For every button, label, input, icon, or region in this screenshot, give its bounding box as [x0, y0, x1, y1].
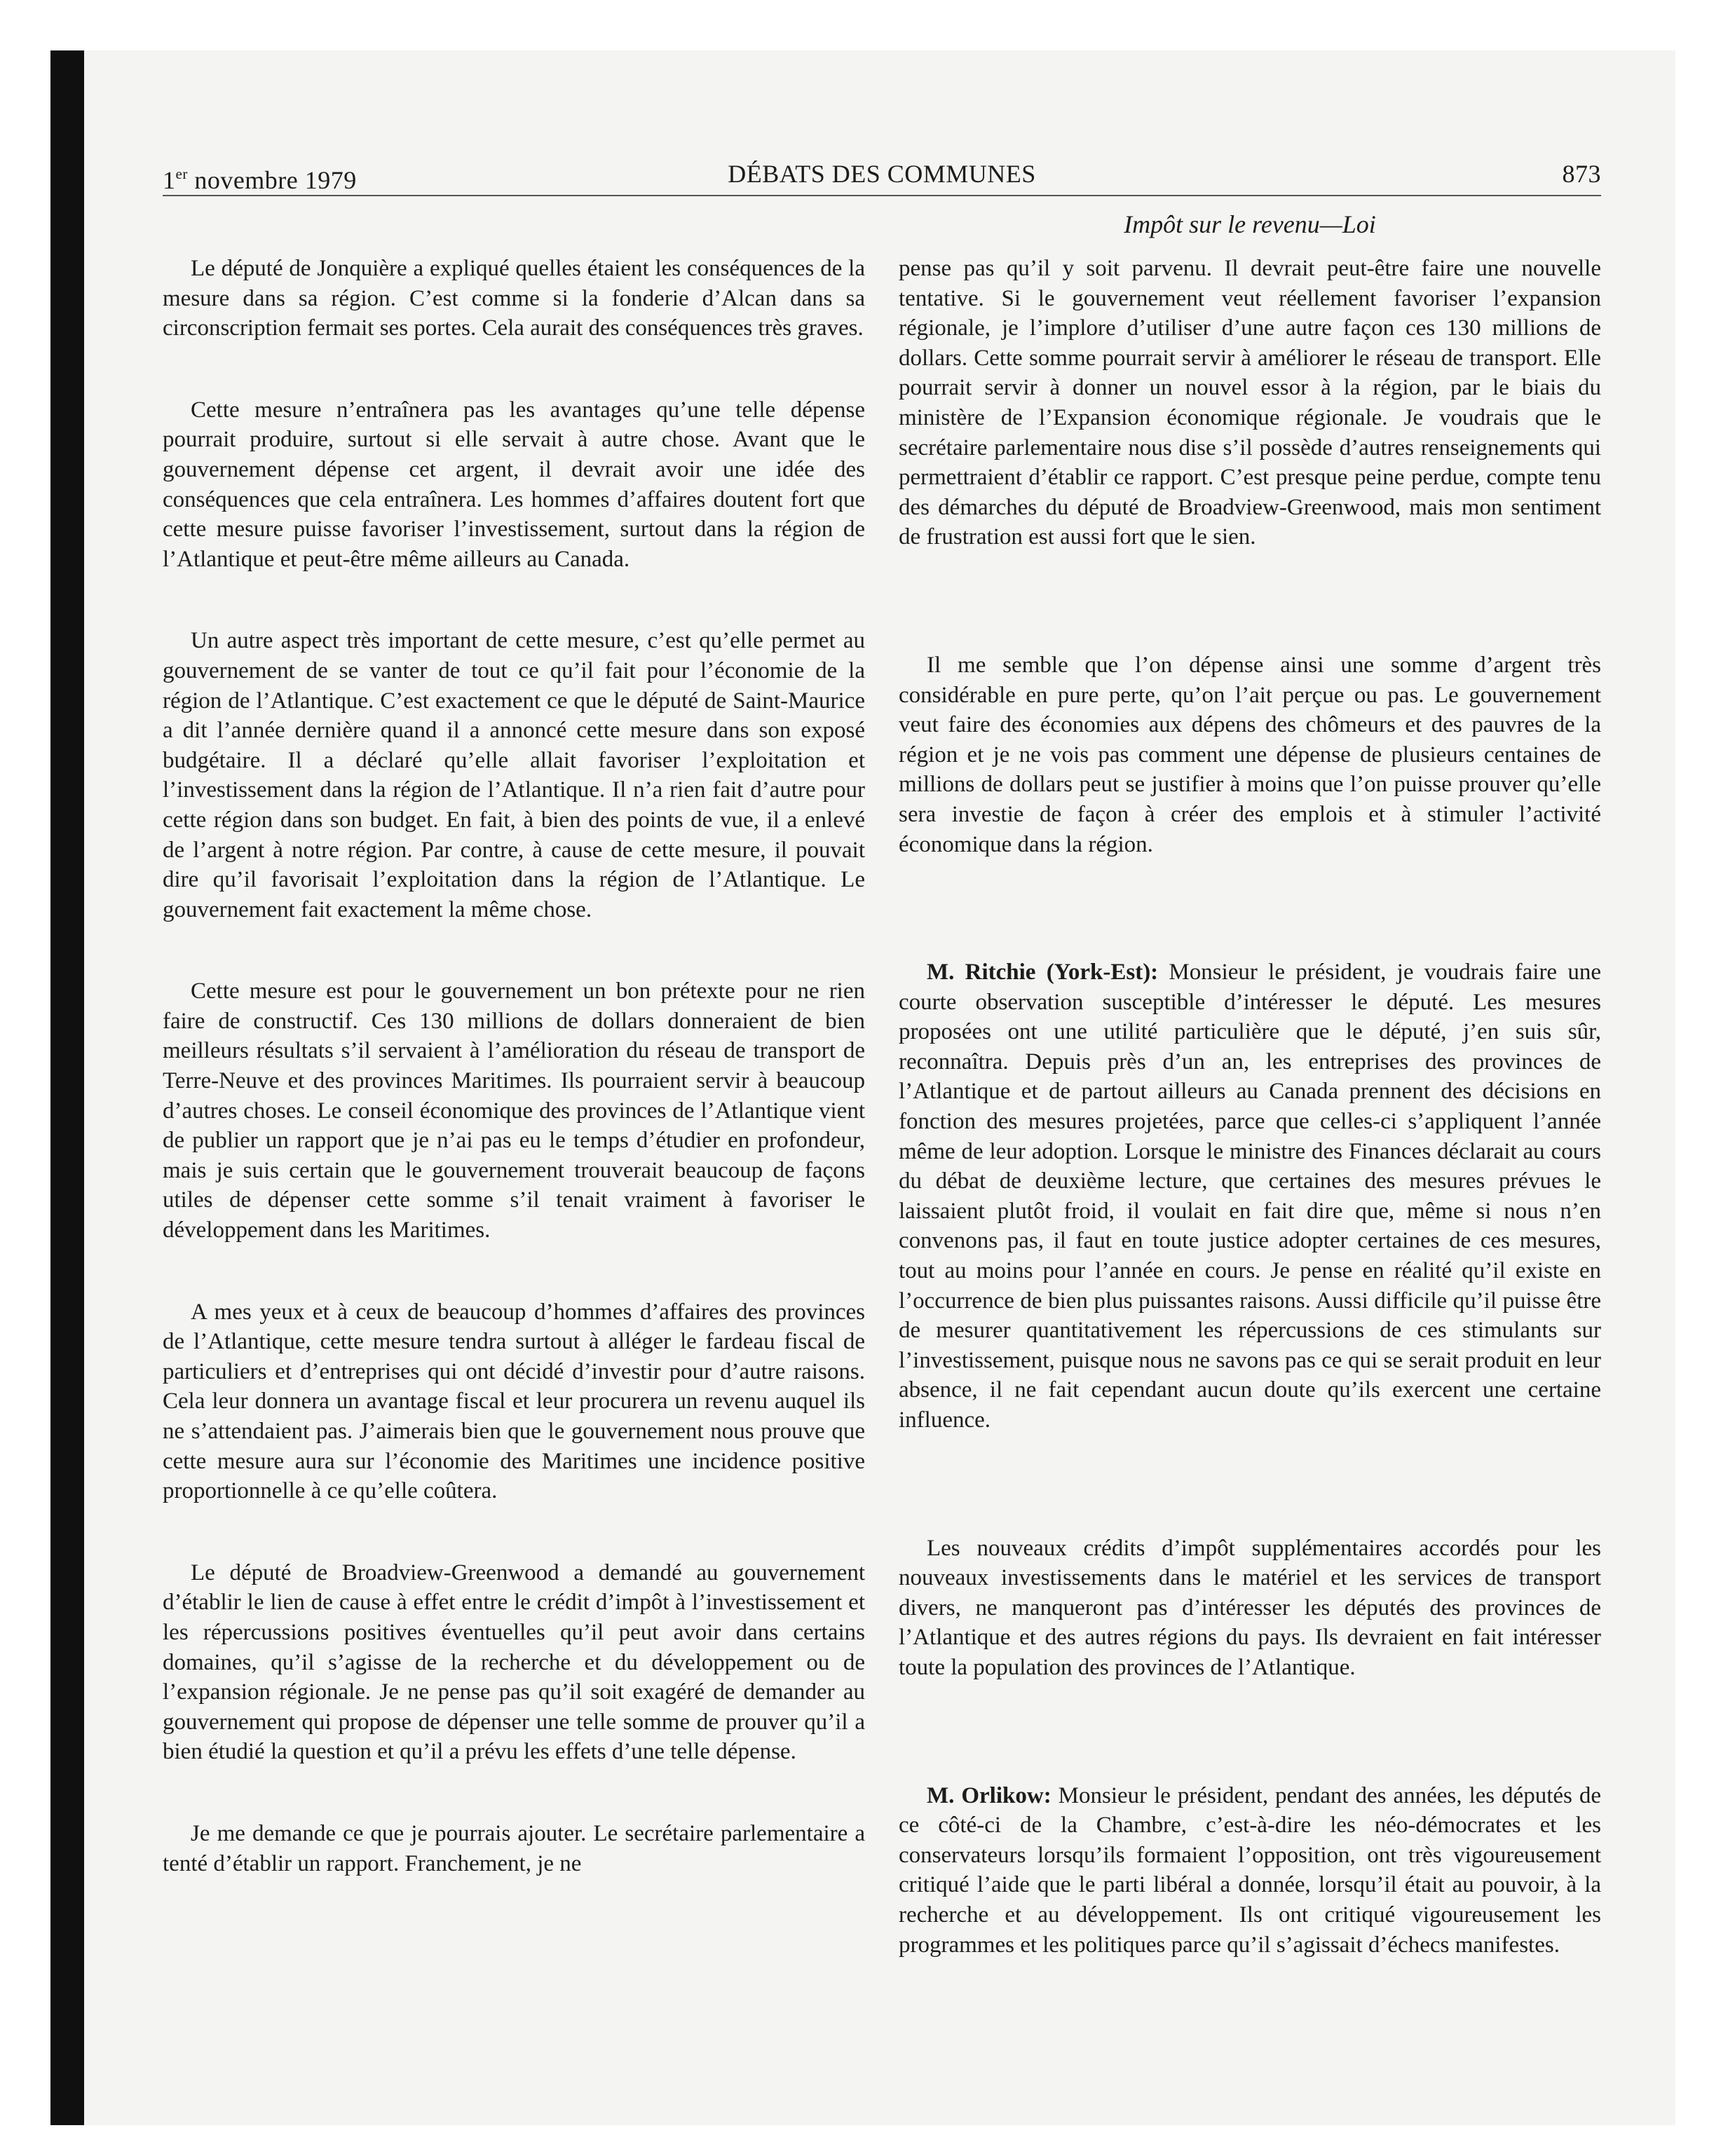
- left-column: [163, 254, 865, 1878]
- paragraph: Le député de Broadview-Greenwood a demandé au gouvernement d’établir le lien de cause à effet entre le crédit d’impôt à l’investissement et les répercussions positives éventuelles qu’il peut avoir dans certains domaines, qu’il s’agisse de la recherche et du développement ou de l’expansion régionale. Je ne pense pas qu’il soit exagéré de demander au gouvernement qui propose de dépenser une telle somme de prouver qu’il a bien étudié la question et qu’il a prévu les effets d’une telle dépense.: [163, 1560, 865, 1765]
- scan-edge: [50, 50, 84, 2125]
- paragraph: Cette mesure est pour le gouvernement un bon prétexte pour ne rien faire de constructif. Ces 130 millions de dollars donneraient de bien meilleurs résultats s’il servaient à l’amélioration du réseau de transport de Terre-Neuve et des provinces Maritimes. Ils pourraient servir à beaucoup d’autres choses. Le conseil économique des provinces de l’Atlantique vient de publier un rapport que je n’ai pas eu le temps d’étudier en profondeur, mais je suis certain que le gouvernement trouverait beaucoup de façons utiles de dépenser cette somme s’il tenait vraiment à favoriser le développement dans les Maritimes.: [163, 978, 865, 1243]
- speech-text: Monsieur le président, je voudrais faire une courte observation susceptible d’intéresser le député. Les mesures proposées ont une utilité particulière que le député, j’en suis sûr, reconnaîtra. Depuis près d’un an, les entreprises des provinces de l’Atlantique et de partout ailleurs au Canada prennent des décisions en fonction des mesures projetées, parce que celles-ci s’appliquent l’année même de leur adoption. Lorsque le ministre des Finances déclarait au cours du débat de deuxième lecture, que certaines des mesures prévues le laissaient plutôt froid, il voulait en fait dire que, même si nous n’en convenons pas, il faut en toute justice adopter certaines de ces mesures, tout au moins pour l’année en cours. Je pense en réalité qu’il existe en l’occurrence de bien plus puissantes raisons. Aussi difficile qu’il puisse être de mesurer quantitativement les répercussions de ces stimulants sur l’investissement, puisque nous ne savons pas ce qui se serait produit en leur absence, il ne fait cependant aucun doute qu’ils exercent une certaine influence.: [899, 960, 1601, 1433]
- speaker-name: M. Ritchie (York-Est):: [927, 960, 1159, 985]
- paragraph: Les nouveaux crédits d’impôt supplémentaires accordés pour les nouveaux investissements dans le matériel et les services de transport divers, ne manqueront pas d’intéresser les députés des provinces de l’Atlantique et des autres régions du pays. Ils devraient en fait intéresser toute la population des provinces de l’Atlantique.: [899, 1535, 1601, 1680]
- page-header: [163, 156, 1601, 196]
- section-subheading: Impôt sur le revenu—Loi: [1124, 210, 1376, 238]
- header-date: 1er novembre 1979: [163, 165, 357, 194]
- speech-ritchie: [899, 957, 1601, 1435]
- paragraph: Un autre aspect très important de cette mesure, c’est qu’elle permet au gouvernement de se vanter de tout ce qu’il fait pour l’économie de la région de l’Atlantique. C’est exactement ce que le député de Saint-Maurice a dit l’année dernière quand il a annoncé cette mesure dans son exposé budgétaire. Il a déclaré qu’elle allait favoriser l’exploitation et l’investissement dans la région de l’Atlantique. Il n’a rien fait d’autre pour cette région dans son budget. En fait, à bien des points de vue, il a enlevé de l’argent à notre région. Par contre, à cause de cette mesure, il pouvait dire qu’il favorisait l’exploitation dans la région de l’Atlantique. Le gouvernement fait exactement la même chose.: [163, 628, 865, 922]
- paragraph-continuation: pense pas qu’il y soit parvenu. Il devrait peut-être faire une nouvelle tentative. Si le gouvernement veut réellement favoriser l’expansion régionale, je l’implore d’utiliser d’une autre façon ces 130 millions de dollars. Cette somme pourrait servir à améliorer le réseau de transport. Elle pourrait servir à donner un nouvel essor à la région, par le biais du ministère de l’Expansion économique régionale. Je voudrais que le secrétaire parlementaire nous dise s’il possède d’autres renseignements qui permettraient d’établir ce rapport. C’est presque peine perdue, compte tenu des démarches du député de Broadview-Greenwood, mais mon sentiment de frustration est aussi fort que le sien.: [899, 256, 1601, 550]
- right-column: [899, 254, 1601, 1960]
- speech-orlikow: [899, 1781, 1601, 1960]
- paragraph: Il me semble que l’on dépense ainsi une somme d’argent très considérable en pure perte, qu’on l’ait perçue ou pas. Le gouvernement veut faire des économies aux dépens des chômeurs et des pauvres de la région et je ne vois pas comment une dépense de plusieurs centaines de millions de dollars peut se justifier à moins que l’on puisse prouver qu’elle sera investie de façon à créer des emplois et à stimuler l’activité économique dans la région.: [899, 652, 1601, 857]
- speech-text: Monsieur le président, pendant des années, les députés de ce côté-ci de la Chambre, c’est-à-dire les néo-démocrates et les conservateurs lorsqu’ils formaient l’opposition, ont très vigoureusement critiqué l’aide que le parti libéral a donnée, lorsqu’il était au pouvoir, à la recherche et au développement. Ils ont critiqué vigoureusement les programmes et les politiques parce qu’il s’agissait d’échecs manifestes.: [899, 1782, 1601, 1958]
- paragraph: Je me demande ce que je pourrais ajouter. Le secrétaire parlementaire a tenté d’établir un rapport. Franchement, je ne: [163, 1820, 865, 1876]
- paragraph: A mes yeux et à ceux de beaucoup d’hommes d’affaires des provinces de l’Atlantique, cette mesure tendra surtout à alléger le fardeau fiscal de particuliers et d’entreprises qui ont décidé d’investir pour d’autre raisons. Cela leur donnera un avantage fiscal et leur procurera un revenu auquel ils ne s’attendaient pas. J’aimerais bien que le gouvernement nous prouve que cette mesure aura sur l’économie des Maritimes une incidence positive proportionnelle à ce qu’elle coûtera.: [163, 1299, 865, 1504]
- speaker-name: M. Orlikow:: [927, 1782, 1052, 1808]
- page-number: 873: [1562, 160, 1601, 188]
- paragraph: Cette mesure n’entraînera pas les avantages qu’une telle dépense pourrait produire, surtout si elle servait à autre chose. Avant que le gouvernement dépense cet argent, il devrait avoir une idée des conséquences que cela entraînera. Les hommes d’affaires doutent fort que cette mesure puisse favoriser l’investissement, surtout dans la région de l’Atlantique et peut-être même ailleurs au Canada.: [163, 397, 865, 572]
- paragraph: Le député de Jonquière a expliqué quelles étaient les conséquences de la mesure dans sa région. C’est comme si la fonderie d’Alcan dans sa circonscription fermait ses portes. Cela aurait des conséquences très graves.: [163, 256, 865, 341]
- header-title: DÉBATS DES COMMUNES: [728, 160, 1036, 188]
